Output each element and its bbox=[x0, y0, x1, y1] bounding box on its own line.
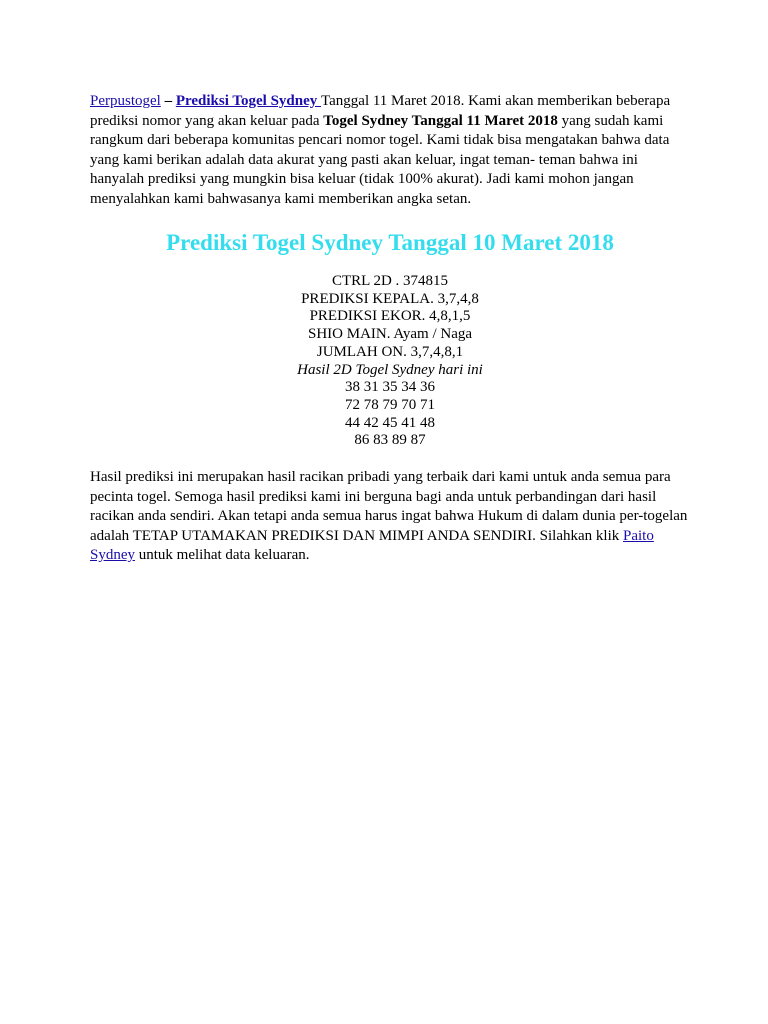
prediction-heading: Prediksi Togel Sydney Tanggal 10 Maret 2018 bbox=[166, 230, 614, 255]
hasil-row: 86 83 89 87 bbox=[354, 432, 426, 449]
intro-text-1: Tanggal 11 Maret 2018. Kami akan memberikan beberapa prediksi nomor yang akan keluar pada bbox=[90, 93, 671, 129]
hasil-2d-label: Hasil 2D Togel Sydney hari ini bbox=[297, 361, 483, 378]
hasil-row: 72 78 79 70 71 bbox=[345, 396, 435, 413]
intro-paragraph bbox=[90, 92, 690, 209]
hasil-row: 38 31 35 34 36 bbox=[345, 379, 435, 396]
paito-sydney-link[interactable]: Paito Sydney bbox=[90, 527, 654, 564]
prediksi-togel-sydney-link[interactable]: Prediksi Togel Sydney bbox=[175, 93, 322, 109]
prediksi-kepala-line: PREDIKSI KEPALA. 3,7,4,8 bbox=[301, 290, 479, 307]
ctrl-2d-line: CTRL 2D . 374815 bbox=[331, 273, 449, 289]
hasil-row: 44 42 45 41 48 bbox=[345, 414, 435, 431]
closing-text-1: Hasil prediksi ini merupakan hasil racikan pribadi yang terbaik dari kami untuk anda semua para pecinta togel. Semoga hasil prediksi kami ini berguna bagi anda untuk perbandingan dari hasil racikan anda sendiri. Akan tetapi anda semua harus ingat bahwa Hukum di dalam dunia per-togelan adalah TETAP UTAMAKAN PREDIKSI DAN MIMPI ANDA SENDIRI. Silahkan klik bbox=[90, 469, 688, 544]
prediksi-ekor-line: PREDIKSI EKOR. 4,8,1,5 bbox=[309, 308, 471, 325]
prediction-block bbox=[90, 273, 690, 450]
jumlah-on-line: JUMLAH ON. 3,7,4,8,1 bbox=[316, 343, 464, 360]
closing-text-2: untuk melihat data keluaran. bbox=[135, 547, 310, 564]
intro-text-2: yang sudah kami rangkum dari beberapa komunitas pencari nomor togel. Kami tidak bisa mengatakan bahwa data yang kami berikan adalah data akurat yang pasti akan keluar, ingat teman- teman bahwa ini hanyalah prediksi yang mungkin bisa keluar (tidak 100% akurat). Jadi kami mohon jangan menyalahkan kami bahwasanya kami memberikan angka setan. bbox=[90, 112, 670, 207]
document-page bbox=[90, 92, 690, 566]
title-dash: – bbox=[160, 93, 176, 109]
intro-bold-date: Togel Sydney Tanggal 11 Maret 2018 bbox=[323, 112, 558, 129]
shio-main-line: SHIO MAIN. Ayam / Naga bbox=[307, 326, 473, 343]
perpustogel-link[interactable]: Perpustogel bbox=[90, 93, 161, 109]
closing-paragraph bbox=[90, 468, 690, 566]
